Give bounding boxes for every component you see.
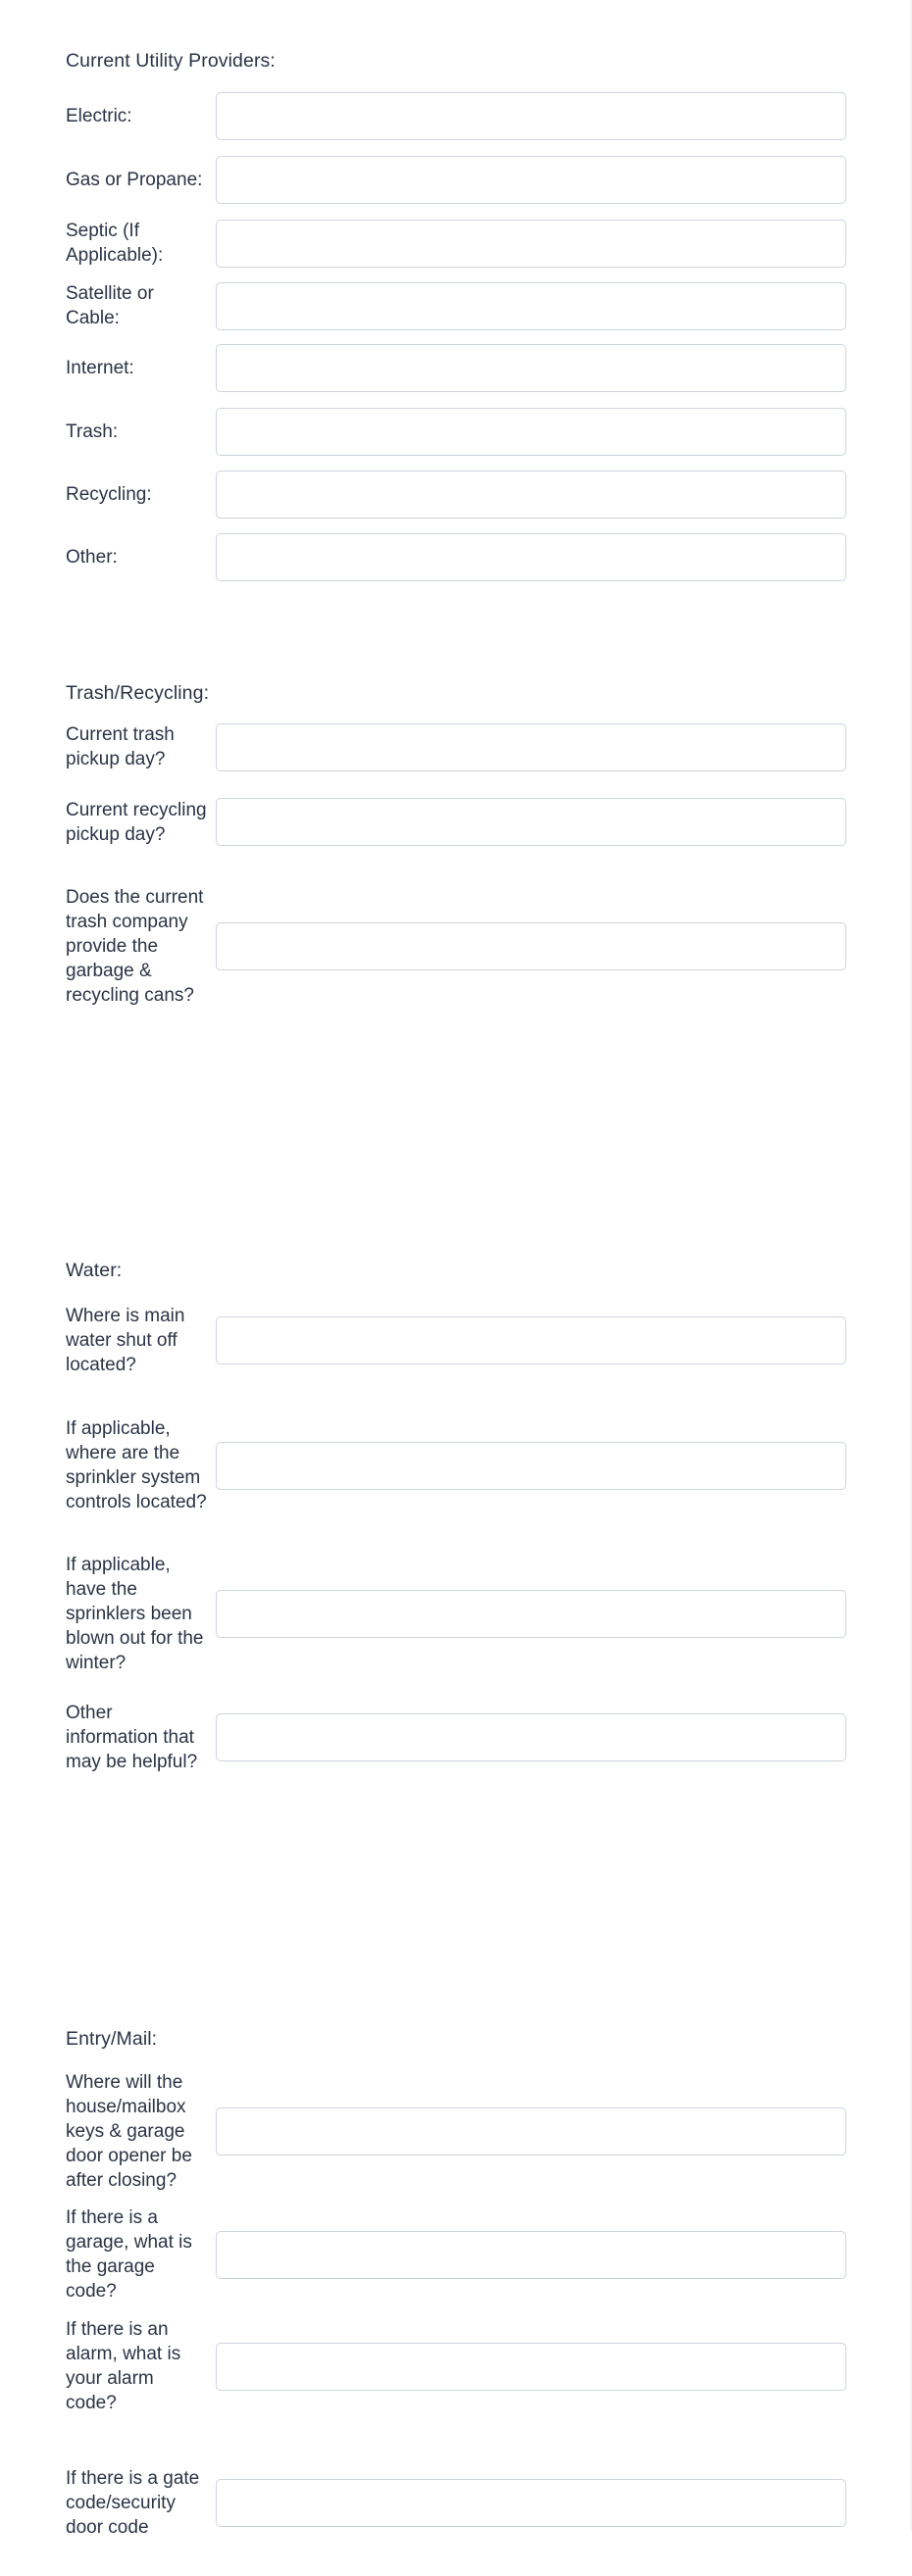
field-row-garage-code xyxy=(66,2205,846,2304)
field-row-internet xyxy=(66,344,846,392)
field-row-trash-provider xyxy=(66,408,846,456)
field-label-gate-code: If there is a gate code/security door code xyxy=(66,2467,200,2538)
field-label-other-provider: Other: xyxy=(66,547,118,568)
garage-code-input[interactable] xyxy=(216,2231,846,2279)
field-row-water-shutoff xyxy=(66,1304,846,1377)
other-provider-input[interactable] xyxy=(216,533,846,581)
internet-input[interactable] xyxy=(216,344,846,392)
field-row-septic xyxy=(66,219,846,268)
water-other-info-input[interactable] xyxy=(216,1713,846,1761)
cans-provided-input[interactable] xyxy=(216,922,846,970)
septic-input[interactable] xyxy=(216,220,846,268)
keys-location-input[interactable] xyxy=(216,2107,846,2155)
section-title-trash-recycling: Trash/Recycling: xyxy=(66,682,210,704)
alarm-code-input[interactable] xyxy=(216,2343,846,2391)
section-title-utilities: Current Utility Providers: xyxy=(66,50,276,72)
trash-provider-input[interactable] xyxy=(216,408,846,456)
field-row-gas-propane xyxy=(66,155,846,204)
recycling-provider-input[interactable] xyxy=(216,471,846,519)
field-row-satellite-cable xyxy=(66,281,846,330)
water-shutoff-input[interactable] xyxy=(216,1316,846,1364)
field-label-keys-location: Where will the house/mailbox keys & garage door opener be after closing? xyxy=(66,2072,192,2191)
field-label-garage-code: If there is a garage, what is the garage code? xyxy=(66,2207,192,2302)
section-title-water: Water: xyxy=(66,1260,123,1281)
field-label-recycling-pickup-day: Current recycling pickup day? xyxy=(66,799,207,845)
field-row-other-provider xyxy=(66,533,846,581)
field-row-alarm-code xyxy=(66,2317,846,2415)
field-label-recycling-provider: Recycling: xyxy=(66,484,152,505)
field-row-keys-location xyxy=(66,2070,846,2193)
field-label-water-other-info: Other information that may be helpful? xyxy=(66,1702,198,1772)
field-label-sprinkler-controls: If applicable, where are the sprinkler system controls located? xyxy=(66,1418,207,1512)
gas-propane-input[interactable] xyxy=(216,156,846,204)
field-label-satellite-cable: Satellite or Cable: xyxy=(66,283,154,328)
trash-pickup-day-input[interactable] xyxy=(216,723,846,771)
field-label-trash-provider: Trash: xyxy=(66,421,119,442)
field-row-electric xyxy=(66,92,846,140)
field-row-sprinklers-blown-out xyxy=(66,1553,846,1675)
field-row-water-other-info xyxy=(66,1688,846,1786)
field-row-gate-code xyxy=(66,2429,846,2576)
field-label-septic: Septic (If Applicable): xyxy=(66,221,164,266)
field-label-sprinklers-blown-out: If applicable, have the sprinklers been blown out for the winter? xyxy=(66,1555,204,1673)
field-label-cans-provided: Does the current trash company provide the garbage & recycling cans? xyxy=(66,886,204,1006)
section-title-entry-mail: Entry/Mail: xyxy=(66,2028,158,2050)
field-label-gas-propane: Gas or Propane: xyxy=(66,169,203,190)
electric-input[interactable] xyxy=(216,92,846,140)
field-row-recycling-provider xyxy=(66,471,846,519)
field-row-recycling-pickup-day xyxy=(66,785,846,859)
field-row-sprinkler-controls xyxy=(66,1392,846,1539)
sprinkler-controls-input[interactable] xyxy=(216,1442,846,1490)
field-label-water-shutoff: Where is main water shut off located? xyxy=(66,1306,185,1375)
sprinklers-blown-out-input[interactable] xyxy=(216,1590,846,1638)
field-label-trash-pickup-day: Current trash pickup day? xyxy=(66,724,175,769)
field-row-cans-provided xyxy=(66,872,846,1019)
satellite-cable-input[interactable] xyxy=(216,282,846,330)
field-label-alarm-code: If there is an alarm, what is your alarm code? xyxy=(66,2319,181,2413)
gate-code-input[interactable] xyxy=(216,2479,846,2527)
recycling-pickup-day-input[interactable] xyxy=(216,798,846,846)
field-label-electric: Electric: xyxy=(66,106,132,126)
field-label-internet: Internet: xyxy=(66,358,134,378)
field-row-trash-pickup-day xyxy=(66,722,846,771)
